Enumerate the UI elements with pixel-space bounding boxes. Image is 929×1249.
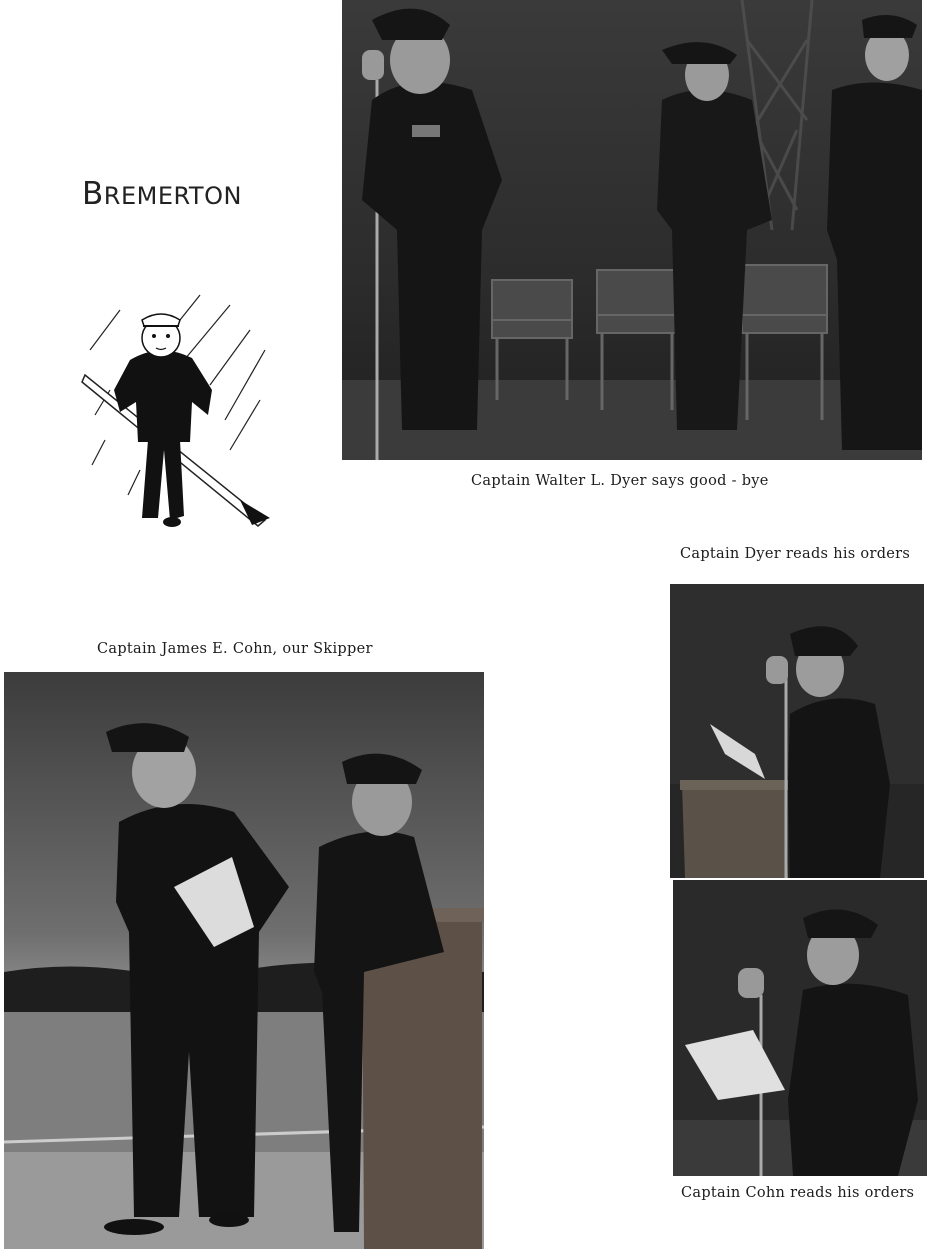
photo-cohn-skipper bbox=[4, 672, 484, 1249]
photo-dyer-goodbye bbox=[342, 0, 922, 460]
cartoon-sailor-in-rain-icon bbox=[80, 290, 275, 535]
page-title-initial: B bbox=[82, 176, 104, 212]
caption-dyer-goodbye: Captain Walter L. Dyer says good - bye bbox=[471, 473, 769, 489]
page-title-rest: REMERTON bbox=[103, 182, 242, 210]
photo-dyer-reads-orders bbox=[670, 584, 924, 878]
caption-cohn-orders: Captain Cohn reads his orders bbox=[681, 1185, 915, 1201]
photo-cohn-reads-orders bbox=[673, 880, 927, 1176]
page-title bbox=[82, 176, 242, 212]
caption-cohn-skipper: Captain James E. Cohn, our Skipper bbox=[97, 641, 373, 657]
caption-dyer-orders: Captain Dyer reads his orders bbox=[680, 546, 911, 562]
